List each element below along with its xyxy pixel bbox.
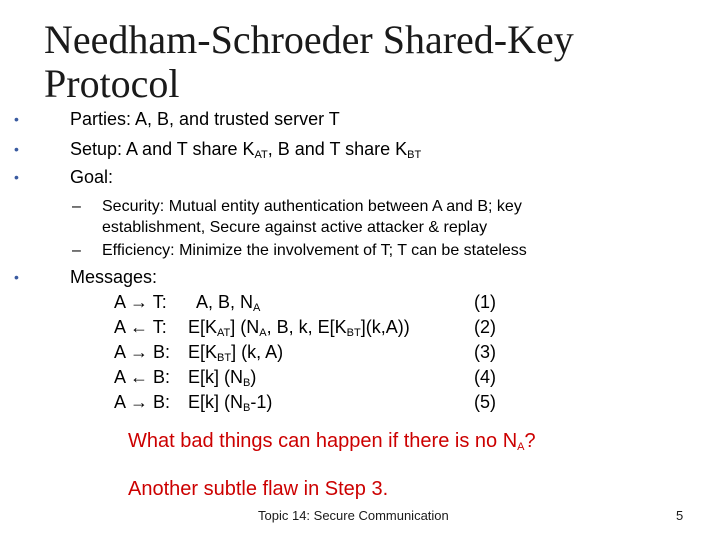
- message-4-content: E[k] $(N_B)$: [188, 367, 257, 389]
- bullet-icon: •: [14, 111, 19, 127]
- bullet-icon: •: [14, 269, 19, 285]
- slide-title: Needham-Schroeder Shared-Key Protocol: [44, 17, 574, 106]
- message-5-content: E[k] $(N_B-1)$: [188, 392, 273, 414]
- security-text: Security: Mutual entity authentication between A and B; key establishment, Secure against active attacker & replay: [102, 198, 522, 236]
- message-2-direction: A ← T:: [114, 317, 167, 337]
- footer-topic: Topic 14: Secure Communication: [258, 508, 449, 523]
- goal-text: Goal:: [70, 167, 114, 187]
- message-5-number: (5): [474, 392, 496, 412]
- message-2-content: $E[K_{AT}]$ ($N_A$, B, k, $E[K_{BT}](k,A)$): [188, 317, 410, 339]
- bullet-icon: •: [14, 169, 19, 185]
- message-2-number: (2): [474, 317, 496, 337]
- message-1-number: (1): [474, 292, 496, 312]
- message-5-direction: A → B:: [114, 392, 171, 412]
- messages-text: Messages:: [70, 267, 158, 287]
- efficiency-text: Efficiency: Minimize the involvement of T; T can be stateless: [102, 242, 527, 259]
- dash-icon: –: [72, 242, 81, 259]
- parties-text: Parties: A, B, and trusted server T: [70, 109, 340, 129]
- setup-text: Setup: A and T share $K_{AT}$, B and T share $K_{BT}$: [70, 139, 422, 161]
- message-3-content: $E[K_{BT}]$ (k, A): [188, 342, 284, 364]
- message-4-number: (4): [474, 367, 496, 387]
- question-step3-flaw: Another subtle flaw in Step 3.: [128, 478, 389, 500]
- message-1-direction: A → T:: [114, 292, 167, 312]
- message-4-direction: A ← B:: [114, 367, 171, 387]
- question-no-nonce: What bad things can happen if there is no $N_A$?: [128, 430, 536, 453]
- message-1-content: A, B, $N_A$: [196, 292, 261, 314]
- page-number: 5: [676, 508, 684, 523]
- dash-icon: –: [72, 198, 81, 215]
- message-3-direction: A → B:: [114, 342, 171, 362]
- message-3-number: (3): [474, 342, 496, 362]
- bullet-icon: •: [14, 141, 19, 157]
